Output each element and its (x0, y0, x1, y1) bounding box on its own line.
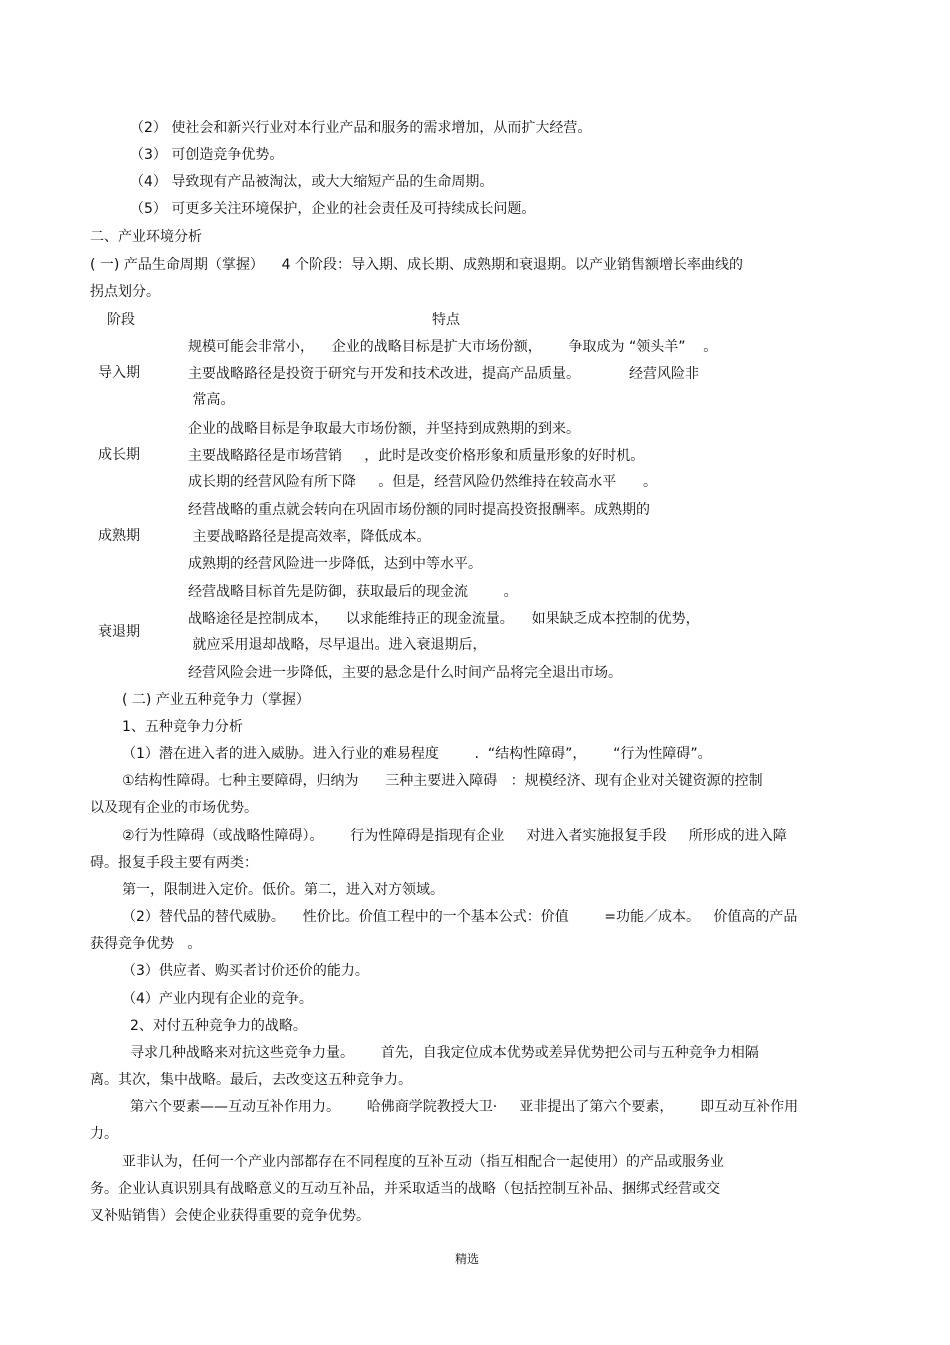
paragraph-line: 亚非认为，任何一个产业内部都存在不同程度的互补互动（指互相配合一起使用）的产品或服务业 (122, 1154, 724, 1170)
stage-label: 成熟期 (98, 528, 140, 544)
feature-line: 经营战略目标首先是防御，获取最后的现金流 。 (188, 584, 518, 600)
paragraph-line: 叉补贴销售）会使企业获得重要的竞争优势。 (90, 1208, 370, 1224)
list-item: （4） 导致现有产品被淘汰，或大大缩短产品的生命周期。 (130, 174, 494, 190)
section-heading: 二、产业环境分析 (90, 229, 202, 245)
stage-label: 衰退期 (98, 624, 140, 640)
paragraph-line: ②行为性障碍（或战略性障碍）。 行为性障碍是指现有企业 对进入者实施报复手段 所形成的进入障 (122, 828, 787, 844)
paragraph-line: 以及现有企业的市场优势。 (90, 800, 258, 816)
list-item: （3） 可创造竞争优势。 (130, 147, 284, 163)
paragraph-line: 寻求几种战略来对抗这些竞争力量。 首先，自我定位成本优势或差异优势把公司与五种竞争力相隔 (130, 1045, 759, 1061)
section-heading: ( 二) 产业五种竞争力（掌握） (122, 692, 310, 708)
table-header-stage: 阶段 (107, 312, 135, 328)
stage-label: 导入期 (98, 365, 140, 381)
feature-line: 经营战略的重点就会转向在巩固市场份额的同时提高投资报酬率。成熟期的 (188, 502, 650, 518)
paragraph-line: （2）替代品的替代威胁。 性价比。价值工程中的一个基本公式：价值 =功能／成本。 价值高的产品 (122, 909, 798, 925)
paragraph-line: 务。企业认真识别具有战略意义的互动互补品，并采取适当的战略（包括控制互补品、捆绑式经营或交 (90, 1181, 720, 1197)
feature-line: 战略途径是控制成本， 以求能维持正的现金流量。 如果缺乏成本控制的优势， (188, 611, 700, 627)
feature-line: 企业的战略目标是争取最大市场份额，并坚持到成熟期的到来。 (188, 421, 580, 437)
feature-line: 就应采用退却战略，尽早退出。进入衰退期后， (188, 637, 487, 653)
list-item: （5） 可更多关注环境保护，企业的社会责任及可持续成长问题。 (130, 201, 536, 217)
paragraph-line: 第六个要素——互动互补作用力。 哈佛商学院教授大卫· 亚非提出了第六个要素， 即互动互补作用 (130, 1099, 799, 1115)
feature-line: 主要战略路径是提高效率，降低成本。 (188, 529, 431, 545)
paragraph-line: ①结构性障碍。七种主要障碍，归纳为 三种主要进入障碍 ：规模经济、现有企业对关键资源的控制 (122, 773, 763, 789)
paragraph-line: 离。其次，集中战略。最后，去改变这五种竞争力。 (90, 1072, 412, 1088)
paragraph-line: 拐点划分。 (90, 284, 160, 300)
feature-line: 主要战略路径是投资于研究与开发和技术改进，提高产品质量。 经营风险非 (188, 366, 699, 382)
paragraph-line: ( 一) 产品生命周期（掌握） 4 个阶段：导入期、成长期、成熟期和衰退期。以产业销售额增长率曲线的 (90, 257, 743, 273)
feature-line: 规模可能会非常小， 企业的战略目标是扩大市场份额， 争取成为 “领头羊” 。 (188, 339, 718, 355)
feature-line: 经营风险会进一步降低，主要的悬念是什么时间产品将完全退出市场。 (188, 665, 622, 681)
feature-line: 成长期的经营风险有所下降 。但是，经营风险仍然维持在较高水平 。 (188, 474, 657, 490)
paragraph-line: 碍。报复手段主要有两类： (90, 855, 258, 871)
paragraph-line: （4）产业内现有企业的竞争。 (122, 991, 313, 1007)
feature-line: 主要战略路径是市场营销 ，此时是改变价格形象和质量形象的好时机。 (188, 448, 645, 464)
paragraph-line: 获得竞争优势 。 (90, 936, 202, 952)
page-footer: 精选 (455, 1252, 480, 1266)
paragraph-line: （1）潜在进入者的进入威胁。进入行业的难易程度 . “结构性障碍”， “行为性障碍”。 (122, 746, 712, 762)
feature-line: 常高。 (188, 392, 235, 408)
table-header-features: 特点 (432, 312, 460, 328)
paragraph-line: （3）供应者、购买者讨价还价的能力。 (122, 963, 369, 979)
feature-line: 成熟期的经营风险进一步降低，达到中等水平。 (188, 556, 482, 572)
list-item: （2） 使社会和新兴行业对本行业产品和服务的需求增加，从而扩大经营。 (130, 120, 592, 136)
subsection-heading: 1、五种竞争力分析 (122, 719, 243, 735)
subsection-heading: 2、对付五种竞争力的战略。 (130, 1018, 307, 1034)
stage-label: 成长期 (98, 447, 140, 463)
paragraph-line: 第一，限制进入定价。低价。第二，进入对方领域。 (122, 882, 444, 898)
paragraph-line: 力。 (90, 1126, 118, 1142)
